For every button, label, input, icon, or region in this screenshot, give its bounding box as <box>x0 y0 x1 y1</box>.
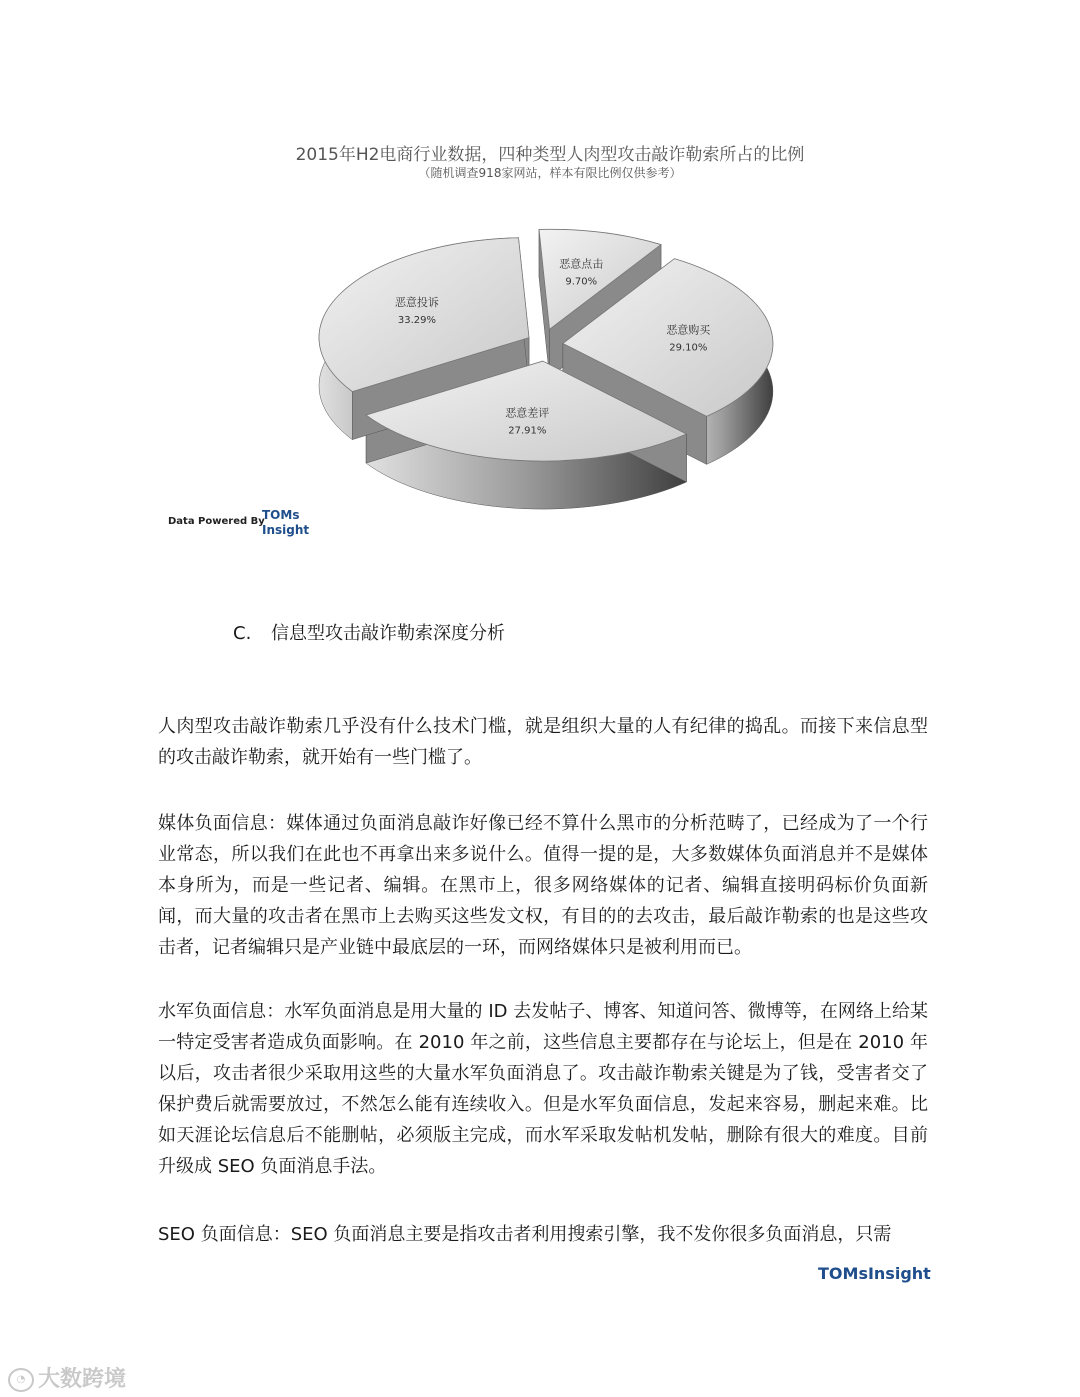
powered-by-label: Data Powered By <box>168 516 265 527</box>
chart-title: 2015年H2电商行业数据，四种类型人肉型攻击敲诈勒索所占的比例 <box>295 145 805 165</box>
paragraph: 水军负面信息：水军负面消息是用大量的 ID 去发帖子、博客、知道问答、微博等，在网络上给某一特定受害者造成负面影响。在 2010 年之前，这些信息主要都存在与论坛上，但是在 2010 年以后，攻击者很少采取用这些的大量水军负面消息了。攻击敲诈勒索关键是为了钱，受害者交了保护费后就需要放过，不然怎么能有连续收入。但是水军负面信息，发起来容易，删起来难。比如天涯论坛信息后不能删帖，必须版主完成，而水军采取发帖机发帖，删除有很大的难度。目前升级成 SEO 负面消息手法。 <box>158 1001 928 1177</box>
section-title: 信息型攻击敲诈勒索深度分析 <box>271 623 505 644</box>
pie-category-label: 恶意差评 <box>505 406 550 420</box>
paragraph: SEO 负面信息：SEO 负面消息主要是指攻击者利用搜索引擎，我不发你很多负面消息，只需 <box>158 1224 892 1245</box>
paragraph: 媒体负面信息：媒体通过负面消息敲诈好像已经不算什么黑市的分析范畴了，已经成为了一个行业常态，所以我们在此也不再拿出来多说什么。值得一提的是，大多数媒体负面消息并不是媒体本身所为，而是一些记者、编辑。在黑市上，很多网络媒体的记者、编辑直接明码标价负面新闻，而大量的攻击者在黑市上去购买这些发文权，有目的的去攻击，最后敲诈勒索的也是这些攻击者，记者编辑只是产业链中最底层的一环，而网络媒体只是被利用而已。 <box>158 813 928 958</box>
watermark <box>8 1362 126 1393</box>
brand-line2: Insight <box>262 523 310 537</box>
pie-value-label: 33.29% <box>397 315 437 327</box>
pie-value-label: 9.70% <box>565 276 598 288</box>
footer-brand: TOMsInsight <box>818 1264 931 1283</box>
paragraph: 人肉型攻击敲诈勒索几乎没有什么技术门槛，就是组织大量的人有纪律的捣乱。而接下来信息型的攻击敲诈勒索，就开始有一些门槛了。 <box>158 716 928 768</box>
pie-category-label: 恶意购买 <box>666 323 711 337</box>
powered-by-brand <box>262 508 342 538</box>
section-heading <box>233 619 505 645</box>
pie-value-label: 27.91% <box>508 425 547 437</box>
logo-icon: ◔ <box>8 1368 34 1392</box>
pie-value-label: 29.10% <box>669 342 708 354</box>
pie-chart <box>310 230 780 510</box>
pie-category-label: 恶意点击 <box>559 257 604 271</box>
brand-line1: TOMs <box>262 508 300 522</box>
watermark-text: 大数跨境 <box>38 1367 127 1392</box>
chart-subtitle: （随机调查918家网站，样本有限比例仅供参考） <box>418 166 682 180</box>
pie-category-label: 恶意投诉 <box>394 296 439 310</box>
section-marker: C. <box>233 623 252 644</box>
